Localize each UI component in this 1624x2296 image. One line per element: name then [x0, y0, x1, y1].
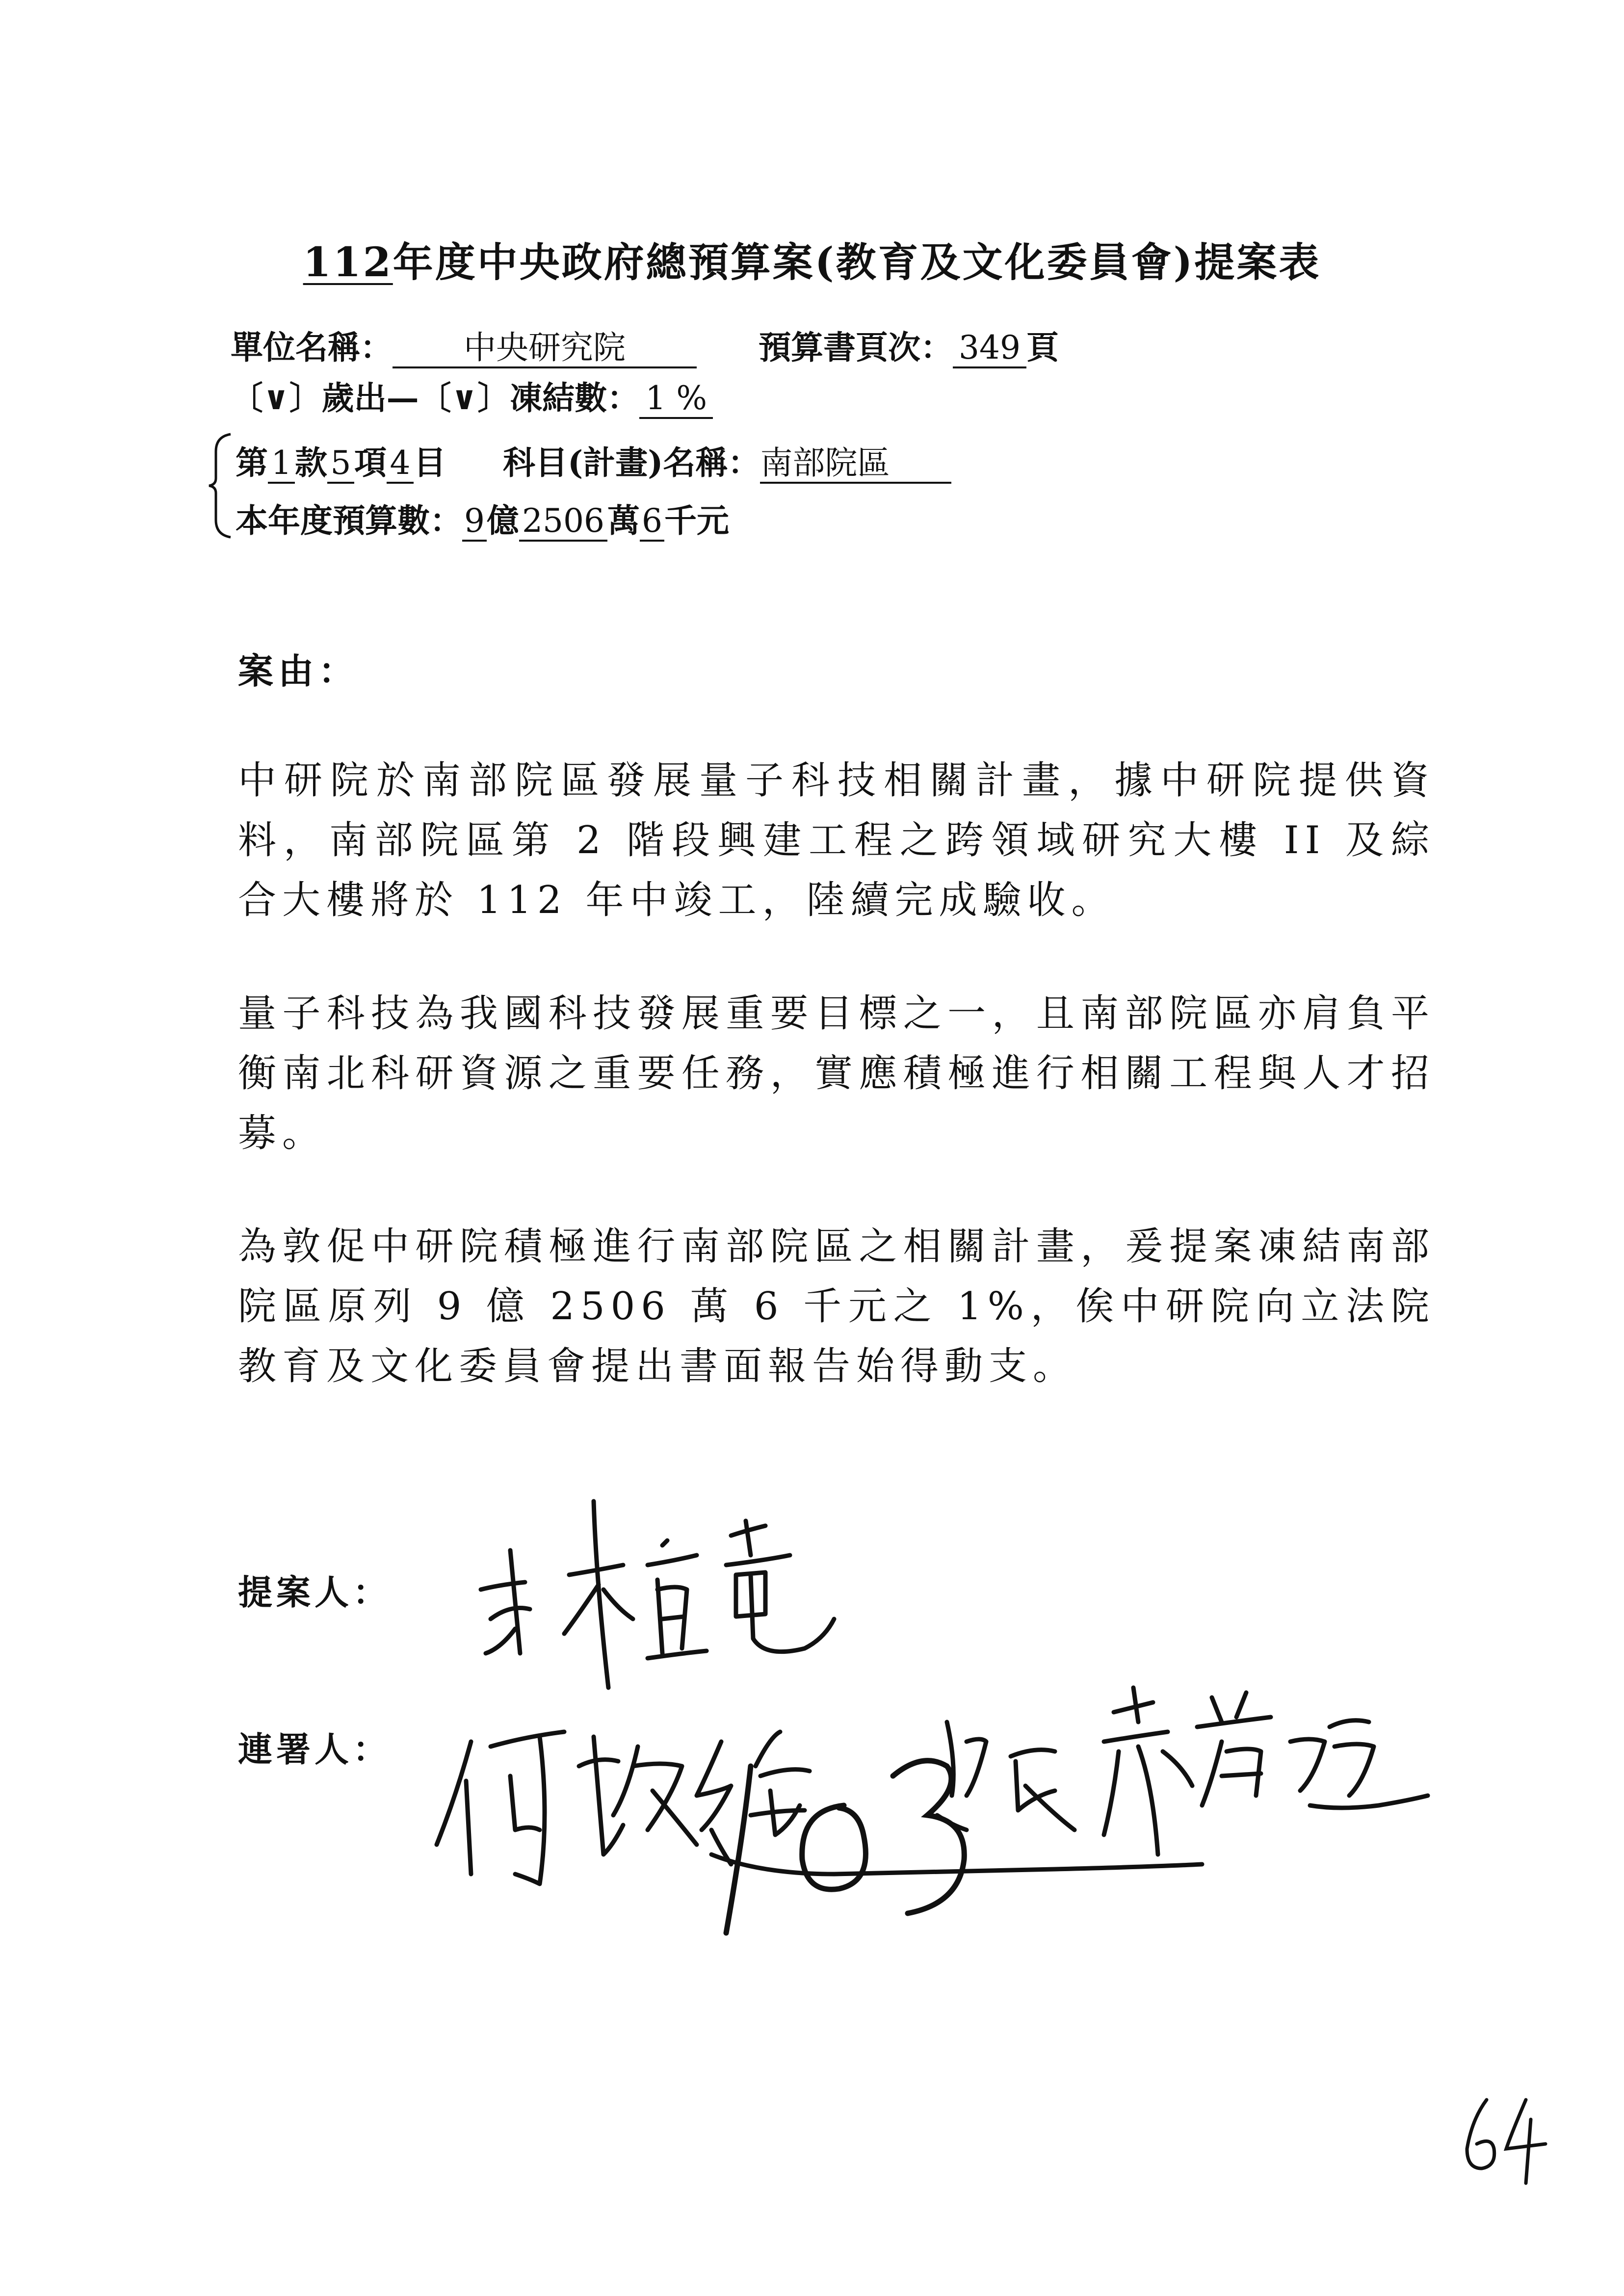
check-row [231, 372, 713, 419]
item-prefix: 第 [236, 444, 268, 482]
mu-value: 4 [387, 444, 414, 484]
unit-row [231, 321, 1059, 368]
unit-label: 單位名稱： [231, 328, 393, 366]
yi-label: 億 [487, 501, 519, 540]
expense-check: 〔∨〕歲出— [231, 379, 419, 417]
mu-label: 目 [414, 444, 446, 482]
budget-row [236, 495, 729, 542]
page-suffix: 頁 [1026, 328, 1059, 366]
title-text: 年度中央政府總預算案(教育及文化委員會)提案表 [393, 239, 1321, 286]
cosigner-signature-2 [937, 1688, 1428, 1854]
left-brace-mark [206, 432, 236, 540]
unit-value: 中央研究院 [393, 329, 697, 368]
xiang-value: 5 [327, 444, 354, 484]
budget-yi: 9 [462, 502, 487, 542]
cosigner-label: 連署人： [238, 1729, 391, 1770]
budget-qian: 6 [640, 502, 664, 542]
kuan-label: 款 [295, 444, 327, 482]
reason-paragraph-2: 量子科技為我國科技發展重要目標之一，且南部院區亦肩負平衡南北科研資源之重要任務，實應積極進行相關工程與人才招募。 [238, 991, 1435, 1155]
reason-paragraph-1: 中研院於南部院區發展量子科技相關計畫，據中研院提供資料，南部院區第 2 階段興建工程之跨領域研究大樓 II 及綜合大樓將於 112 年中竣工，陸續完成驗收。 [238, 758, 1435, 922]
reason-paragraph-3: 為敦促中研院積極進行南部院區之相關計畫，爰提案凍結南部院區原列 9 億 2506 萬 6 千元之 1%，俟中研院向立法院教育及文化委員會提出書面報告始得動支。 [238, 1225, 1435, 1388]
subject-label: 科目(計畫)名稱： [502, 444, 760, 482]
page-label: 預算書頁次： [758, 328, 953, 366]
budget-wan: 2506 [519, 502, 607, 542]
reason-heading: 案由： [238, 650, 359, 692]
freeze-check: 〔∨〕凍結數： [419, 379, 640, 417]
wan-label: 萬 [607, 501, 640, 540]
corner-page-number [1452, 2090, 1550, 2188]
qian-label: 千元 [664, 501, 729, 540]
budget-label: 本年度預算數： [236, 501, 462, 540]
item-row [236, 437, 951, 484]
proposer-signature [471, 1491, 903, 1697]
proposer-label: 提案人： [238, 1572, 391, 1613]
page-value: 349 [953, 329, 1026, 368]
xiang-label: 項 [354, 444, 387, 482]
form-title [0, 231, 1624, 288]
freeze-value: 1 % [639, 380, 713, 419]
subject-value: 南部院區 [760, 444, 951, 484]
cosigner-signatures [417, 1668, 1545, 1923]
title-year: 112 [303, 239, 393, 286]
kuan-value: 1 [268, 444, 295, 484]
handwritten-page-number [716, 1747, 981, 1953]
